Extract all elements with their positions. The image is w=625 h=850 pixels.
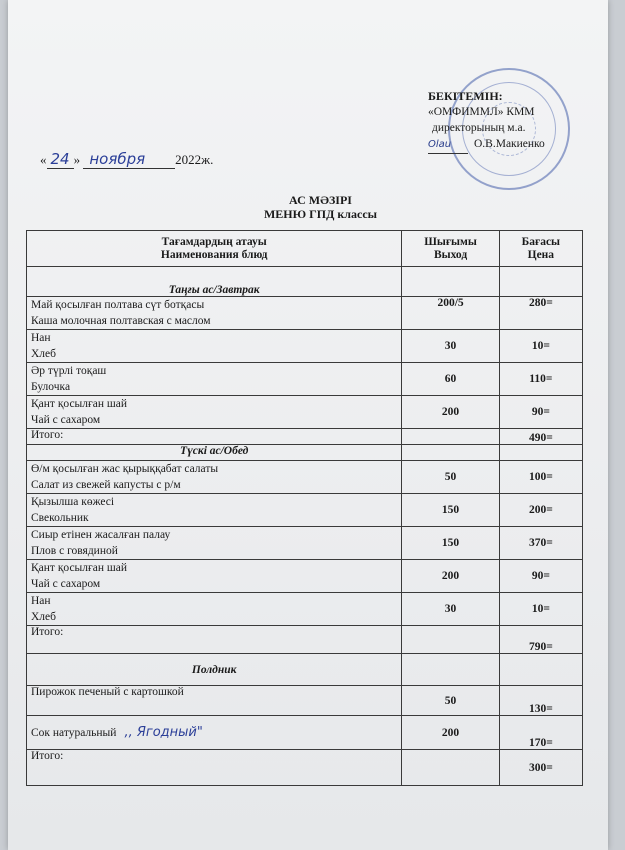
section-row — [27, 445, 583, 461]
item-price: 370= — [499, 527, 582, 560]
total-label: Итого: — [27, 429, 402, 445]
item-out: 200/5 — [402, 297, 499, 330]
col-out-header — [402, 231, 499, 267]
total-value: 790= — [499, 626, 582, 654]
section-row — [27, 654, 583, 686]
date-year: 2022ж. — [175, 152, 214, 167]
item-kz: Сок натуральный — [31, 727, 117, 739]
signature-row — [428, 136, 608, 154]
date-open-quote: « — [40, 152, 47, 167]
table-header-row — [27, 231, 583, 267]
item-kz: Сиыр етінен жасалған палау — [31, 529, 171, 541]
table-row — [27, 396, 583, 429]
item-price: 110= — [499, 363, 582, 396]
item-price: 10= — [499, 593, 582, 626]
col-name-ru: Наименования блюд — [160, 248, 268, 261]
item-price: 170= — [499, 716, 582, 750]
approval-org: «ОМФИММЛ» КММ — [428, 106, 535, 118]
handwritten-signature: Olau — [428, 137, 468, 154]
col-out-ru: Выход — [433, 248, 468, 261]
date-day: 24 — [47, 150, 74, 169]
item-out: 60 — [402, 363, 499, 396]
approval-block — [428, 88, 608, 154]
title-kz: АС МӘЗІРІ — [289, 193, 352, 207]
handwritten-note: ,, Ягодный" — [124, 725, 203, 740]
item-ru: Хлеб — [31, 348, 56, 360]
item-out: 150 — [402, 494, 499, 527]
item-ru: Свекольник — [31, 512, 89, 524]
item-kz: Әр түрлі тоқаш — [31, 365, 107, 377]
table-row — [27, 593, 583, 626]
item-price: 10= — [499, 330, 582, 363]
date-close-quote: » — [73, 152, 81, 167]
col-price-header — [499, 231, 582, 267]
item-ru: Каша молочная полтавская с маслом — [31, 315, 211, 327]
item-price: 90= — [499, 396, 582, 429]
approval-name: О.В.Макиенко — [474, 138, 545, 150]
table-row — [27, 494, 583, 527]
item-price: 200= — [499, 494, 582, 527]
approval-position: директорының м.а. — [432, 122, 526, 134]
total-value: 490= — [499, 429, 582, 445]
table-row — [27, 716, 583, 750]
item-price: 100= — [499, 461, 582, 494]
item-ru: Плов с говядиной — [31, 545, 118, 557]
col-price-kz: Бағасы — [521, 235, 561, 248]
item-out: 200 — [402, 716, 499, 750]
table-row — [27, 461, 583, 494]
item-ru: Чай с сахаром — [31, 578, 101, 590]
item-out: 30 — [402, 593, 499, 626]
item-out: 50 — [402, 461, 499, 494]
title-ru: МЕНЮ ГПД классы — [263, 207, 378, 221]
item-kz: Пирожок печеный с картошкой — [27, 686, 402, 716]
item-kz: Ө/м қосылған жас қырыққабат салаты — [31, 463, 219, 475]
item-out: 30 — [402, 330, 499, 363]
section-title: Таңғы ас/Завтрак — [27, 267, 402, 297]
table-row — [27, 330, 583, 363]
item-out: 200 — [402, 396, 499, 429]
table-row — [27, 363, 583, 396]
item-ru: Салат из свежей капусты с р/м — [31, 479, 181, 491]
col-out-kz: Шығымы — [424, 235, 477, 248]
section-row — [27, 267, 583, 297]
item-kz: Қант қосылған шай — [31, 398, 127, 410]
item-out: 150 — [402, 527, 499, 560]
section-title: Түскі ас/Обед — [27, 445, 402, 461]
total-row — [27, 750, 583, 786]
table-row — [27, 560, 583, 593]
total-row — [27, 429, 583, 445]
col-name-header — [27, 231, 402, 267]
item-price: 130= — [499, 686, 582, 716]
item-out: 200 — [402, 560, 499, 593]
item-out: 50 — [402, 686, 499, 716]
col-name-kz: Тағамдардың атауы — [161, 235, 267, 248]
page-title — [8, 193, 625, 221]
item-kz: Нан — [31, 332, 51, 344]
item-ru: Чай с сахаром — [31, 414, 101, 426]
item-price: 90= — [499, 560, 582, 593]
table-row — [27, 297, 583, 330]
menu-table — [26, 230, 583, 786]
item-ru: Булочка — [31, 381, 71, 393]
item-kz: Қызылша көжесі — [31, 496, 115, 508]
total-value: 300= — [499, 750, 582, 786]
approval-title: БЕКІТЕМІН: — [428, 89, 503, 103]
section-title: Полдник — [27, 654, 402, 686]
table-row — [27, 527, 583, 560]
item-price: 280= — [499, 297, 582, 330]
total-label: Итого: — [27, 750, 402, 786]
item-kz: Қант қосылған шай — [31, 562, 127, 574]
item-ru: Хлеб — [31, 611, 56, 623]
item-kz: Нан — [31, 595, 51, 607]
col-price-ru: Цена — [527, 248, 555, 261]
total-label: Итого: — [27, 626, 402, 654]
table-row — [27, 686, 583, 716]
item-kz: Май қосылған полтава сүт ботқасы — [31, 299, 205, 311]
date-month: ноября — [83, 150, 175, 169]
item-cell — [27, 716, 402, 750]
document-date — [40, 150, 213, 168]
total-row — [27, 626, 583, 654]
